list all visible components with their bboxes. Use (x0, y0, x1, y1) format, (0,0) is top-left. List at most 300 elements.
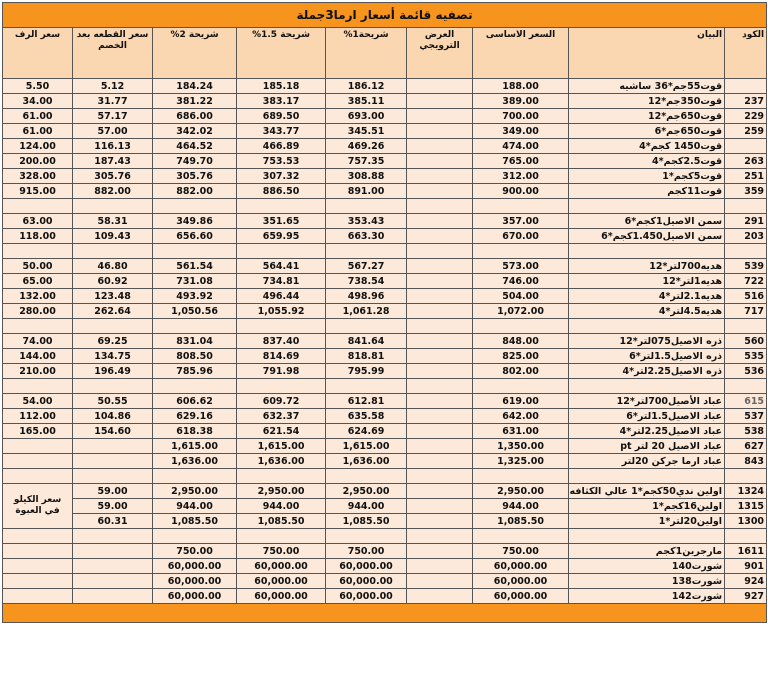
cell-piece-price: 5.12 (73, 79, 153, 94)
table-row (3, 484, 767, 499)
cell-base-price: 349.00 (473, 124, 569, 139)
cell-tier-1 (326, 469, 407, 484)
cell-tier-2: 750.00 (153, 544, 237, 559)
table-row (3, 124, 767, 139)
table-row (3, 409, 767, 424)
cell-tier-1: 818.81 (326, 349, 407, 364)
cell-tier-1: 750.00 (326, 544, 407, 559)
cell-shelf-price (3, 589, 73, 604)
spacer-row (3, 529, 767, 544)
cell-base-price (473, 319, 569, 334)
cell-tier-2 (153, 244, 237, 259)
cell-base-price (473, 244, 569, 259)
cell-shelf-price: 118.00 (3, 229, 73, 244)
cell-code: 722 (725, 274, 767, 289)
cell-shelf-price: 144.00 (3, 349, 73, 364)
cell-code: 537 (725, 409, 767, 424)
cell-tier-2: 629.16 (153, 409, 237, 424)
cell-base-price: 188.00 (473, 79, 569, 94)
cell-shelf-price: 124.00 (3, 139, 73, 154)
header-tier-1-5: شريحة 1.5% (237, 28, 326, 79)
cell-description: سمن الاصيل1.450كجم*6 (569, 229, 725, 244)
cell-base-price: 944.00 (473, 499, 569, 514)
table-row (3, 499, 767, 514)
cell-piece-price (73, 319, 153, 334)
cell-shelf-price: 328.00 (3, 169, 73, 184)
table-row (3, 259, 767, 274)
cell-code: 237 (725, 94, 767, 109)
cell-shelf-price (3, 529, 73, 544)
cell-tier-1-5: 2,950.00 (237, 484, 326, 499)
cell-base-price: 1,085.50 (473, 514, 569, 529)
table-row (3, 274, 767, 289)
cell-piece-price: 187.43 (73, 154, 153, 169)
cell-piece-price (73, 574, 153, 589)
cell-shelf-price: 132.00 (3, 289, 73, 304)
table-row (3, 424, 767, 439)
cell-tier-1-5: 307.32 (237, 169, 326, 184)
cell-piece-price (73, 439, 153, 454)
cell-tier-2: 606.62 (153, 394, 237, 409)
cell-shelf-price (3, 574, 73, 589)
cell-base-price: 312.00 (473, 169, 569, 184)
cell-promo (407, 349, 473, 364)
cell-code: 251 (725, 169, 767, 184)
cell-tier-2: 686.00 (153, 109, 237, 124)
table-row (3, 559, 767, 574)
cell-promo (407, 454, 473, 469)
cell-description: اولين20لتر*1 (569, 514, 725, 529)
table-row (3, 94, 767, 109)
cell-shelf-price (3, 544, 73, 559)
cell-tier-2: 2,950.00 (153, 484, 237, 499)
cell-tier-2: 60,000.00 (153, 589, 237, 604)
cell-tier-1-5: 750.00 (237, 544, 326, 559)
cell-description: قوت2.5كجم*4 (569, 154, 725, 169)
cell-description: هديه2.1لتر*4 (569, 289, 725, 304)
cell-promo (407, 514, 473, 529)
cell-tier-1: 757.35 (326, 154, 407, 169)
cell-description: هديه1لتر*12 (569, 274, 725, 289)
cell-base-price: 573.00 (473, 259, 569, 274)
header-tier-2: شريحة 2% (153, 28, 237, 79)
cell-base-price: 825.00 (473, 349, 569, 364)
cell-tier-1 (326, 244, 407, 259)
cell-code: 539 (725, 259, 767, 274)
cell-code: 615 (725, 394, 767, 409)
sheet-title: تصفيه قائمة أسعار ارما3جملة (3, 3, 767, 28)
cell-description: هديه4.5لتر*4 (569, 304, 725, 319)
cell-piece-price: 60.92 (73, 274, 153, 289)
cell-base-price: 802.00 (473, 364, 569, 379)
cell-tier-1-5: 621.54 (237, 424, 326, 439)
cell-tier-2: 305.76 (153, 169, 237, 184)
cell-description: قوت650جم*6 (569, 124, 725, 139)
cell-code: 1324 (725, 484, 767, 499)
cell-shelf-price: 63.00 (3, 214, 73, 229)
cell-piece-price: 109.43 (73, 229, 153, 244)
cell-tier-1: 186.12 (326, 79, 407, 94)
cell-piece-price (73, 199, 153, 214)
cell-piece-price (73, 379, 153, 394)
cell-description (569, 379, 725, 394)
cell-tier-2 (153, 529, 237, 544)
cell-promo (407, 394, 473, 409)
cell-tier-1 (326, 319, 407, 334)
cell-promo (407, 244, 473, 259)
cell-tier-2: 882.00 (153, 184, 237, 199)
cell-tier-2: 831.04 (153, 334, 237, 349)
cell-tier-2: 493.92 (153, 289, 237, 304)
cell-description: عباد ارما جركن 20لتر (569, 454, 725, 469)
cell-description: قوت55جم*36 ساشيه (569, 79, 725, 94)
cell-code: 901 (725, 559, 767, 574)
cell-base-price: 900.00 (473, 184, 569, 199)
cell-description: ذره الاصيل075لتر*12 (569, 334, 725, 349)
cell-code (725, 469, 767, 484)
cell-code: 717 (725, 304, 767, 319)
cell-promo (407, 139, 473, 154)
cell-base-price: 1,325.00 (473, 454, 569, 469)
cell-code: 203 (725, 229, 767, 244)
cell-promo (407, 109, 473, 124)
cell-tier-1: 308.88 (326, 169, 407, 184)
table-row (3, 304, 767, 319)
cell-tier-2: 342.02 (153, 124, 237, 139)
cell-tier-1-5: 734.81 (237, 274, 326, 289)
cell-code: 843 (725, 454, 767, 469)
cell-description: مارجرين1كجم (569, 544, 725, 559)
cell-piece-price: 46.80 (73, 259, 153, 274)
cell-tier-2: 561.54 (153, 259, 237, 274)
cell-promo (407, 334, 473, 349)
cell-tier-1-5: 466.89 (237, 139, 326, 154)
cell-shelf-price: 915.00 (3, 184, 73, 199)
cell-tier-1-5 (237, 469, 326, 484)
cell-tier-1-5: 814.69 (237, 349, 326, 364)
cell-promo (407, 364, 473, 379)
cell-shelf-price (3, 559, 73, 574)
cell-tier-1-5: 60,000.00 (237, 574, 326, 589)
cell-description (569, 529, 725, 544)
cell-code (725, 79, 767, 94)
cell-piece-price: 116.13 (73, 139, 153, 154)
cell-piece-price: 262.64 (73, 304, 153, 319)
table-row (3, 109, 767, 124)
cell-code: 1315 (725, 499, 767, 514)
cell-tier-2 (153, 379, 237, 394)
cell-code (725, 379, 767, 394)
table-row (3, 334, 767, 349)
cell-tier-1-5: 343.77 (237, 124, 326, 139)
cell-shelf-price (3, 199, 73, 214)
cell-code: 516 (725, 289, 767, 304)
table-row (3, 394, 767, 409)
cell-tier-1-5 (237, 379, 326, 394)
cell-code: 627 (725, 439, 767, 454)
cell-tier-1: 944.00 (326, 499, 407, 514)
cell-tier-1: 1,061.28 (326, 304, 407, 319)
cell-promo (407, 289, 473, 304)
cell-tier-1: 498.96 (326, 289, 407, 304)
cell-promo (407, 424, 473, 439)
cell-tier-1-5: 1,615.00 (237, 439, 326, 454)
cell-promo (407, 184, 473, 199)
cell-shelf-price: 280.00 (3, 304, 73, 319)
cell-tier-2: 60,000.00 (153, 574, 237, 589)
cell-tier-2: 1,050.56 (153, 304, 237, 319)
cell-piece-price: 57.00 (73, 124, 153, 139)
cell-tier-1: 738.54 (326, 274, 407, 289)
cell-piece-price: 31.77 (73, 94, 153, 109)
cell-base-price: 700.00 (473, 109, 569, 124)
cell-tier-1-5: 791.98 (237, 364, 326, 379)
cell-description: اولين ندي50كجم*1 عالي الكثافه (569, 484, 725, 499)
cell-description: هديه700لتر*12 (569, 259, 725, 274)
cell-piece-price: 59.00 (73, 484, 153, 499)
cell-shelf-price: 54.00 (3, 394, 73, 409)
cell-code: 538 (725, 424, 767, 439)
cell-tier-1: 60,000.00 (326, 589, 407, 604)
cell-tier-2: 1,085.50 (153, 514, 237, 529)
cell-tier-1: 624.69 (326, 424, 407, 439)
cell-tier-1-5: 383.17 (237, 94, 326, 109)
cell-base-price: 619.00 (473, 394, 569, 409)
cell-shelf-price: 61.00 (3, 109, 73, 124)
cell-promo (407, 439, 473, 454)
cell-tier-1: 891.00 (326, 184, 407, 199)
spacer-row (3, 319, 767, 334)
cell-piece-price (73, 529, 153, 544)
cell-shelf-price: 165.00 (3, 424, 73, 439)
cell-promo (407, 79, 473, 94)
cell-tier-1-5 (237, 244, 326, 259)
cell-tier-1-5: 1,636.00 (237, 454, 326, 469)
cell-tier-1: 567.27 (326, 259, 407, 274)
cell-description (569, 319, 725, 334)
cell-tier-1-5: 1,085.50 (237, 514, 326, 529)
cell-code: 259 (725, 124, 767, 139)
cell-shelf-price: 74.00 (3, 334, 73, 349)
cell-tier-1: 385.11 (326, 94, 407, 109)
cell-code: 535 (725, 349, 767, 364)
cell-piece-price: 50.55 (73, 394, 153, 409)
cell-promo (407, 199, 473, 214)
cell-description: ذره الاصيل2.25لتر*4 (569, 364, 725, 379)
cell-base-price: 765.00 (473, 154, 569, 169)
table-row (3, 454, 767, 469)
cell-tier-1-5: 609.72 (237, 394, 326, 409)
cell-tier-1: 663.30 (326, 229, 407, 244)
table-row (3, 229, 767, 244)
header-tier-1: شريحة1% (326, 28, 407, 79)
cell-code: 927 (725, 589, 767, 604)
cell-description: قوت11كجم (569, 184, 725, 199)
cell-description: شورت138 (569, 574, 725, 589)
cell-description (569, 469, 725, 484)
cell-tier-1: 1,636.00 (326, 454, 407, 469)
cell-tier-1-5: 564.41 (237, 259, 326, 274)
cell-description: شورت142 (569, 589, 725, 604)
cell-base-price (473, 469, 569, 484)
cell-description (569, 244, 725, 259)
cell-shelf-price: 210.00 (3, 364, 73, 379)
cell-piece-price: 305.76 (73, 169, 153, 184)
cell-tier-1: 795.99 (326, 364, 407, 379)
cell-piece-price (73, 544, 153, 559)
cell-tier-1-5: 185.18 (237, 79, 326, 94)
cell-shelf-price (3, 319, 73, 334)
cell-description: ذره الاصيل1.5لتر*6 (569, 349, 725, 364)
cell-base-price: 642.00 (473, 409, 569, 424)
table-row (3, 79, 767, 94)
cell-piece-price (73, 589, 153, 604)
cell-shelf-price: 50.00 (3, 259, 73, 274)
cell-tier-1-5: 753.53 (237, 154, 326, 169)
cell-base-price: 357.00 (473, 214, 569, 229)
cell-promo (407, 544, 473, 559)
cell-tier-1-5 (237, 529, 326, 544)
cell-base-price: 631.00 (473, 424, 569, 439)
cell-base-price: 60,000.00 (473, 589, 569, 604)
cell-description: قوت5كجم*1 (569, 169, 725, 184)
cell-tier-1: 469.26 (326, 139, 407, 154)
cell-shelf-price (3, 379, 73, 394)
cell-base-price: 746.00 (473, 274, 569, 289)
cell-tier-2: 349.86 (153, 214, 237, 229)
cell-piece-price: 882.00 (73, 184, 153, 199)
cell-tier-2: 944.00 (153, 499, 237, 514)
cell-description: قوت350جم*12 (569, 94, 725, 109)
spacer-row (3, 199, 767, 214)
cell-shelf-price: 200.00 (3, 154, 73, 169)
cell-tier-1: 345.51 (326, 124, 407, 139)
cell-description: عباد الأصيل700لتر*12 (569, 394, 725, 409)
cell-promo (407, 499, 473, 514)
cell-piece-price: 123.48 (73, 289, 153, 304)
table-row (3, 544, 767, 559)
cell-tier-1-5: 837.40 (237, 334, 326, 349)
cell-tier-1: 693.00 (326, 109, 407, 124)
table-row (3, 289, 767, 304)
cell-shelf-price: 34.00 (3, 94, 73, 109)
cell-code: 229 (725, 109, 767, 124)
cell-shelf-price (3, 439, 73, 454)
cell-tier-1: 60,000.00 (326, 574, 407, 589)
cell-tier-2: 808.50 (153, 349, 237, 364)
cell-base-price: 474.00 (473, 139, 569, 154)
cell-code (725, 529, 767, 544)
cell-tier-1-5 (237, 199, 326, 214)
cell-code: 924 (725, 574, 767, 589)
cell-base-price: 60,000.00 (473, 574, 569, 589)
cell-tier-2: 464.52 (153, 139, 237, 154)
table-row (3, 364, 767, 379)
cell-tier-1: 841.64 (326, 334, 407, 349)
cell-tier-1: 1,615.00 (326, 439, 407, 454)
cell-description: عباد الاصيل2.25لتر*4 (569, 424, 725, 439)
cell-code: 536 (725, 364, 767, 379)
cell-promo (407, 409, 473, 424)
cell-tier-1-5: 351.65 (237, 214, 326, 229)
cell-base-price: 1,350.00 (473, 439, 569, 454)
table-row (3, 214, 767, 229)
cell-promo (407, 469, 473, 484)
cell-code: 359 (725, 184, 767, 199)
cell-piece-price: 104.86 (73, 409, 153, 424)
cell-base-price (473, 379, 569, 394)
cell-description (569, 199, 725, 214)
cell-base-price: 60,000.00 (473, 559, 569, 574)
cell-promo (407, 259, 473, 274)
cell-tier-2: 731.08 (153, 274, 237, 289)
cell-base-price (473, 199, 569, 214)
cell-code: 1300 (725, 514, 767, 529)
cell-description: عباد الاصيل1.5لتر*6 (569, 409, 725, 424)
cell-tier-2: 749.70 (153, 154, 237, 169)
cell-base-price: 389.00 (473, 94, 569, 109)
cell-promo (407, 379, 473, 394)
cell-promo (407, 169, 473, 184)
cell-promo (407, 589, 473, 604)
header-base-price: السعر الاساسى (473, 28, 569, 79)
cell-tier-2 (153, 199, 237, 214)
cell-piece-price: 57.17 (73, 109, 153, 124)
table-row (3, 514, 767, 529)
cell-tier-1: 60,000.00 (326, 559, 407, 574)
footer-bar (3, 604, 767, 623)
cell-promo (407, 319, 473, 334)
table-row (3, 589, 767, 604)
header-description: البيان (569, 28, 725, 79)
table-row (3, 574, 767, 589)
cell-tier-2 (153, 469, 237, 484)
header-shelf-price: سعر الرف (3, 28, 73, 79)
cell-tier-1 (326, 379, 407, 394)
cell-tier-1-5: 60,000.00 (237, 559, 326, 574)
cell-piece-price (73, 244, 153, 259)
cell-shelf-price: 61.00 (3, 124, 73, 139)
cell-code (725, 199, 767, 214)
cell-tier-1: 612.81 (326, 394, 407, 409)
cell-piece-price: 60.31 (73, 514, 153, 529)
cell-tier-1-5: 886.50 (237, 184, 326, 199)
header-piece-price: سعر القطعه بعد الخصم (73, 28, 153, 79)
cell-promo (407, 274, 473, 289)
cell-promo (407, 304, 473, 319)
cell-tier-2: 1,615.00 (153, 439, 237, 454)
cell-tier-2: 618.38 (153, 424, 237, 439)
cell-tier-1-5: 496.44 (237, 289, 326, 304)
cell-base-price: 670.00 (473, 229, 569, 244)
spacer-row (3, 469, 767, 484)
cell-piece-price: 134.75 (73, 349, 153, 364)
cell-promo (407, 124, 473, 139)
cell-promo (407, 559, 473, 574)
cell-tier-1-5: 689.50 (237, 109, 326, 124)
cell-tier-1-5: 659.95 (237, 229, 326, 244)
cell-shelf-price: 5.50 (3, 79, 73, 94)
cell-tier-2: 60,000.00 (153, 559, 237, 574)
cell-tier-2: 1,636.00 (153, 454, 237, 469)
cell-shelf-price (3, 244, 73, 259)
table-row (3, 439, 767, 454)
cell-tier-1-5: 632.37 (237, 409, 326, 424)
cell-base-price: 2,950.00 (473, 484, 569, 499)
price-table (2, 2, 767, 623)
cell-tier-2: 656.60 (153, 229, 237, 244)
cell-piece-price: 196.49 (73, 364, 153, 379)
